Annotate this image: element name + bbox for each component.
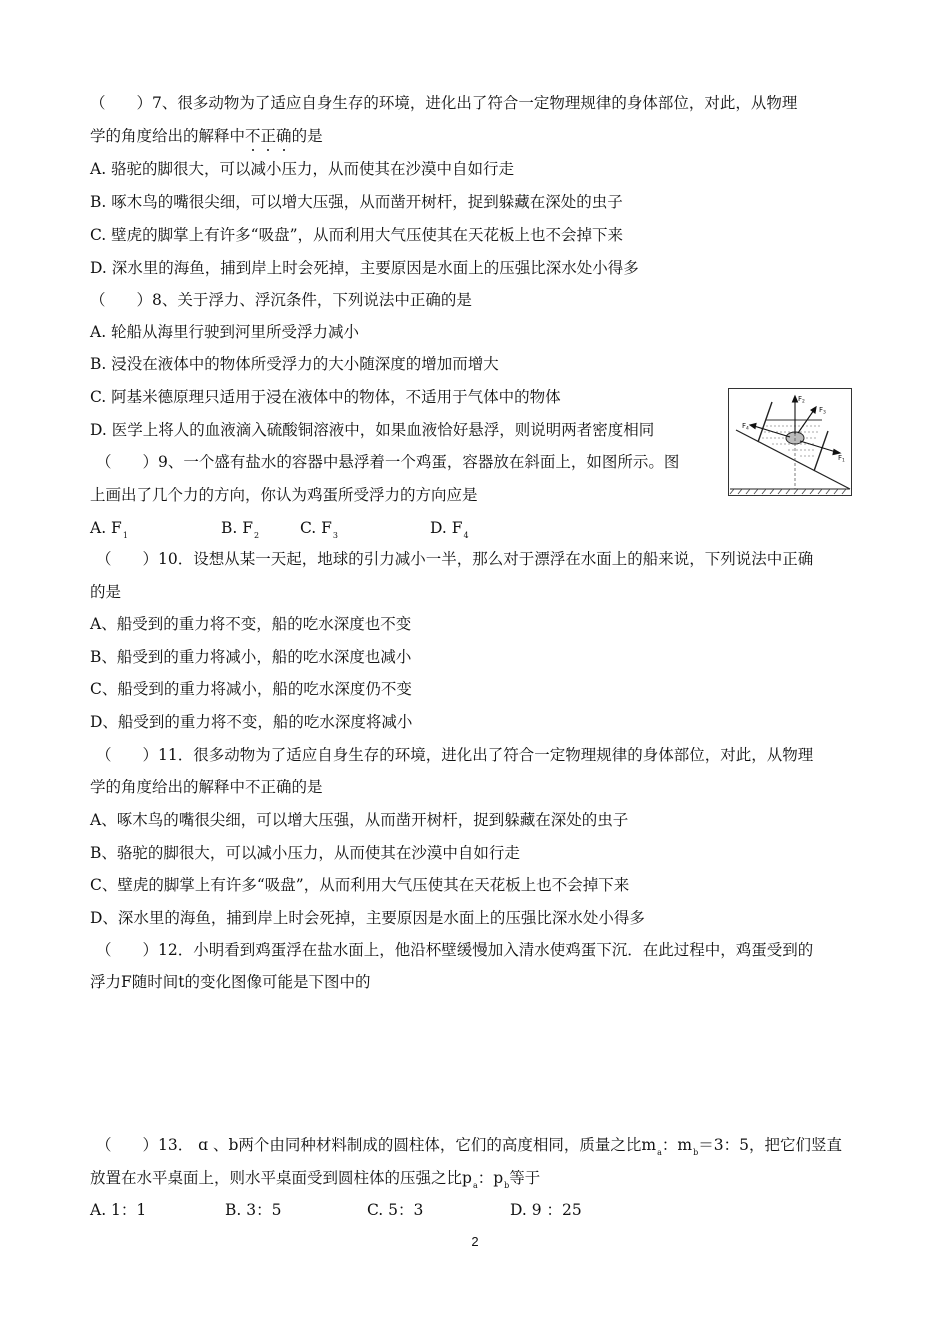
q8-option-d: D. 医学上将人的血液滴入硫酸铜溶液中，如果血液恰好悬浮，则说明两者密度相同 (90, 421, 655, 439)
q7-option-c: C. 壁虎的脚掌上有许多“吸盘”，从而利用大气压使其在天花板上也不会掉下来 (90, 226, 624, 244)
q13-line1-part-c: ＝3：5，把它们竖直 (698, 1136, 842, 1154)
q13-line1-part-b: ：m (661, 1136, 693, 1154)
q9-option-c-label: C. F (300, 519, 332, 537)
q12-stem-line1: （ ）12．小明看到鸡蛋浮在盐水面上，他沿杯壁缓慢加入清水使鸡蛋下沉．在此过程中，鸡蛋受到的 (96, 941, 814, 959)
q9-option-c (300, 518, 338, 546)
q10-option-c: C、船受到的重力将减小，船的吃水深度仍不变 (90, 680, 412, 698)
q13-option-c: C. 5：3 (367, 1201, 424, 1219)
q9-option-b (221, 518, 259, 546)
q12-stem-line2: 浮力F随时间t的变化图像可能是下图中的 (90, 973, 371, 991)
q13-sub-ma: a (657, 1148, 662, 1157)
q10-stem-line1: （ ）10．设想从某一天起，地球的引力减小一半，那么对于漂浮在水面上的船来说，下列说法中正确 (96, 550, 814, 568)
q11-option-c: C、壁虎的脚掌上有许多“吸盘”，从而利用大气压使其在天花板上也不会掉下来 (90, 876, 630, 894)
q7-option-a: A. 骆驼的脚很大，可以减小压力，从而使其在沙漠中自如行走 (90, 160, 515, 178)
q9-option-d (430, 518, 469, 546)
q9-option-b-label: B. F (221, 519, 253, 537)
q7-emph-char-3: 确 (276, 127, 292, 145)
fig-sub-2: 2 (802, 399, 805, 405)
q9-option-d-sub: 4 (463, 531, 469, 540)
q7-stem-line2-post: 的是 (291, 127, 323, 145)
q11-stem-line1: （ ）11．很多动物为了适应自身生存的环境，进化出了符合一定物理规律的身体部位，对此，从物理 (96, 746, 814, 764)
q13-option-a: A. 1：1 (90, 1201, 147, 1219)
q8-option-b: B. 浸没在液体中的物体所受浮力的大小随深度的增加而增大 (90, 355, 499, 373)
q8-option-c: C. 阿基米德原理只适用于浸在液体中的物体，不适用于气体中的物体 (90, 388, 561, 406)
q13-stem-line2 (90, 1168, 540, 1196)
q9-stem-line2: 上画出了几个力的方向，你认为鸡蛋所受浮力的方向应是 (90, 486, 478, 504)
q7-emph-char-2: 正 (260, 127, 277, 145)
q7-stem-line1: （ ）7、很多动物为了适应自身生存的环境，进化出了符合一定物理规律的身体部位，对此，从物理 (90, 94, 798, 112)
q9-option-d-label: D. F (430, 519, 463, 537)
q8-option-a: A. 轮船从海里行驶到河里所受浮力减小 (90, 323, 360, 341)
q10-stem-line2: 的是 (90, 583, 122, 601)
q11-option-a: A、啄木鸟的嘴很尖细，可以增大压强，从而凿开树杆，捉到躲藏在深处的虫子 (90, 811, 629, 829)
q13-sub-pb: b (504, 1181, 510, 1190)
q9-option-a (90, 518, 128, 546)
q13-option-b: B. 3：5 (225, 1201, 282, 1219)
q9-option-a-label: A. F (90, 519, 122, 537)
fig-label-f1: F (838, 454, 843, 462)
q11-option-d: D、深水里的海鱼，捕到岸上时会死掉，主要原因是水面上的压强比深水处小得多 (90, 909, 645, 927)
q7-emph-char-1: 不 (245, 127, 261, 145)
fig-label-f2: F (798, 395, 803, 403)
q13-line2-part-b: ：p (477, 1169, 504, 1187)
q10-option-a: A、船受到的重力将不变，船的吃水深度也不变 (90, 615, 412, 633)
page-number: 2 (471, 1234, 479, 1249)
q13-option-d: D. 9 ：25 (510, 1201, 582, 1219)
q11-option-b: B、骆驼的脚很大，可以减小压力，从而使其在沙漠中自如行走 (90, 844, 520, 862)
q7-stem-line2 (90, 126, 323, 146)
q9-incline-force-figure (728, 388, 852, 496)
q8-stem: （ ）8、关于浮力、浮沉条件，下列说法中正确的是 (90, 291, 472, 309)
q10-option-d: D、船受到的重力将不变，船的吃水深度将减小 (90, 713, 413, 731)
q9-stem-line1: （ ）9、一个盛有盐水的容器中悬浮着一个鸡蛋，容器放在斜面上，如图所示。图 (96, 453, 680, 471)
q7-option-b: B. 啄木鸟的嘴很尖细，可以增大压强，从而凿开树杆，捉到躲藏在深处的虫子 (90, 193, 623, 211)
q13-line2-part-c: 等于 (509, 1169, 541, 1187)
q10-option-b: B、船受到的重力将减小，船的吃水深度也减小 (90, 648, 412, 666)
fig-sub-4: 4 (746, 426, 749, 432)
q13-sub-mb: b (693, 1148, 699, 1157)
q13-line1-part-a: （ ）13． ɑ 、b两个由同种材料制成的圆柱体，它们的高度相同，质量之比m (96, 1136, 657, 1154)
fig-sub-3: 3 (823, 410, 826, 416)
q9-option-b-sub: 2 (254, 531, 260, 540)
q13-line2-part-a: 放置在水平桌面上，则水平桌面受到圆柱体的压强之比p (90, 1169, 472, 1187)
q9-option-a-sub: 1 (122, 531, 128, 540)
fig-label-f3: F (819, 406, 824, 414)
q13-stem-line1 (96, 1135, 842, 1163)
q13-sub-pa: a (472, 1181, 478, 1190)
fig-label-f4: F (742, 422, 747, 430)
q7-option-d: D. 深水里的海鱼，捕到岸上时会死掉，主要原因是水面上的压强比深水处小得多 (90, 259, 639, 277)
q7-stem-line2-pre: 学的角度给出的解释中 (90, 127, 246, 145)
q11-stem-line2: 学的角度给出的解释中不正确的是 (90, 778, 323, 796)
fig-sub-1: 1 (842, 458, 845, 464)
q9-option-c-sub: 3 (332, 531, 339, 540)
